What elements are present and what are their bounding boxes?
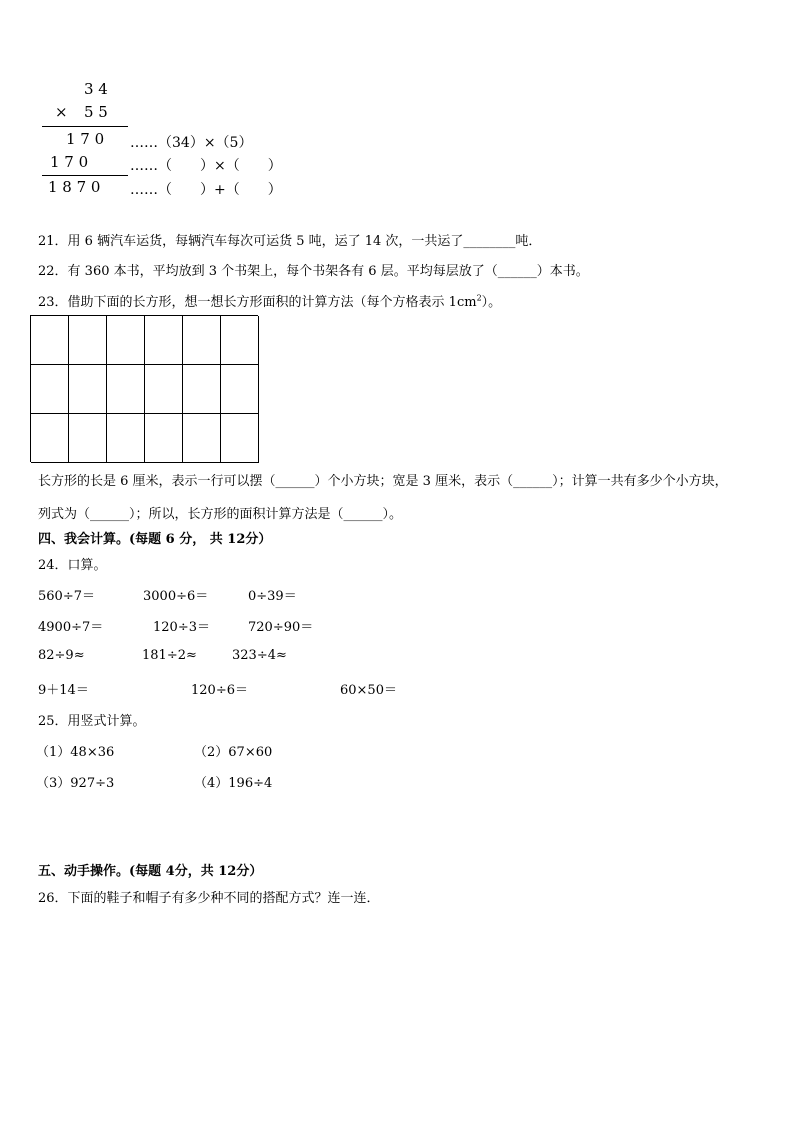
question-23-end: ）。 [481, 295, 502, 310]
vertical-row-2: 5 5 [84, 103, 108, 121]
question-23-superscript: 2 [476, 293, 482, 303]
vertical-note-4: ……（ ）×（ ） [130, 158, 282, 174]
grid-cell [107, 414, 145, 463]
section-4-heading: 四、我会计算。(每题 6 分， 共 12分） [38, 532, 272, 547]
grid-cell [145, 316, 183, 365]
vertical-times-sign: × [55, 103, 68, 121]
grid-cell [221, 316, 259, 365]
oral-r4-c2: 120÷6＝ [191, 683, 248, 698]
grid-cell [69, 414, 107, 463]
rectangle-grid [30, 315, 258, 462]
oral-r4-c1: 9＋14＝ [38, 683, 89, 698]
oral-r1-c3: 0÷39＝ [248, 589, 297, 604]
grid-cell [107, 365, 145, 414]
grid-cell [69, 365, 107, 414]
question-22: 22．有 360 本书，平均放到 3 个书架上，每个书架各有 6 层。平均每层放了（______）本书。 [38, 264, 589, 279]
question-23-line-2: 列式为（______）；所以，长方形的面积计算方法是（______）。 [38, 507, 403, 522]
grid-cell [183, 365, 221, 414]
vertical-row-1: 3 4 [84, 80, 108, 98]
grid-cell [145, 414, 183, 463]
grid-cell [183, 316, 221, 365]
oral-r2-c1: 4900÷7＝ [38, 620, 104, 635]
oral-r1-c1: 560÷7＝ [38, 589, 95, 604]
grid-cell [107, 316, 145, 365]
oral-r1-c2: 3000÷6＝ [143, 589, 209, 604]
grid-cell [221, 414, 259, 463]
vertical-row-3: 1 7 0 [66, 130, 105, 148]
grid-cell [31, 365, 69, 414]
question-23 [38, 291, 501, 310]
oral-r3-c3: 323÷4≈ [232, 648, 287, 663]
grid-cell [183, 414, 221, 463]
oral-r2-c2: 120÷3＝ [153, 620, 210, 635]
vertical-line-1 [42, 126, 128, 127]
oral-r2-c3: 720÷90＝ [248, 620, 314, 635]
question-24: 24．口算。 [38, 558, 107, 573]
vertical-row-4: 1 7 0 [50, 153, 89, 171]
vertical-line-2 [42, 175, 128, 176]
question-23-line-1: 长方形的长是 6 厘米，表示一行可以摆（______）个小方块；宽是 3 厘米，表示（______）；计算一共有多少个小方块， [38, 474, 728, 489]
oral-r3-c2: 181÷2≈ [142, 648, 197, 663]
vertical-row-5: 1 8 7 0 [48, 178, 101, 196]
vertical-calc-4: （4）196÷4 [194, 776, 273, 791]
section-5-heading: 五、动手操作。(每题 4分，共 12分） [38, 864, 263, 879]
grid-cell [69, 316, 107, 365]
question-26: 26．下面的鞋子和帽子有多少种不同的搭配方式？连一连． [38, 891, 380, 906]
question-21: 21．用 6 辆汽车运货，每辆汽车每次可运货 5 吨，运了 14 次，一共运了________吨． [38, 234, 542, 249]
vertical-calc-1: （1）48×36 [36, 745, 115, 760]
vertical-note-5: ……（ ）+（ ） [130, 182, 282, 198]
grid-cell [145, 365, 183, 414]
question-23-text: 23．借助下面的长方形，想一想长方形面积的计算方法（每个方格表示 1cm [38, 295, 477, 310]
grid-cell [221, 365, 259, 414]
vertical-calc-2: （2）67×60 [194, 745, 273, 760]
grid-cell [31, 316, 69, 365]
oral-r4-c3: 60×50＝ [340, 683, 397, 698]
vertical-calc-3: （3）927÷3 [36, 776, 115, 791]
vertical-note-3: ……（34）×（5） [130, 135, 253, 151]
oral-r3-c1: 82÷9≈ [38, 648, 85, 663]
grid-cell [31, 414, 69, 463]
question-25: 25．用竖式计算。 [38, 714, 146, 729]
